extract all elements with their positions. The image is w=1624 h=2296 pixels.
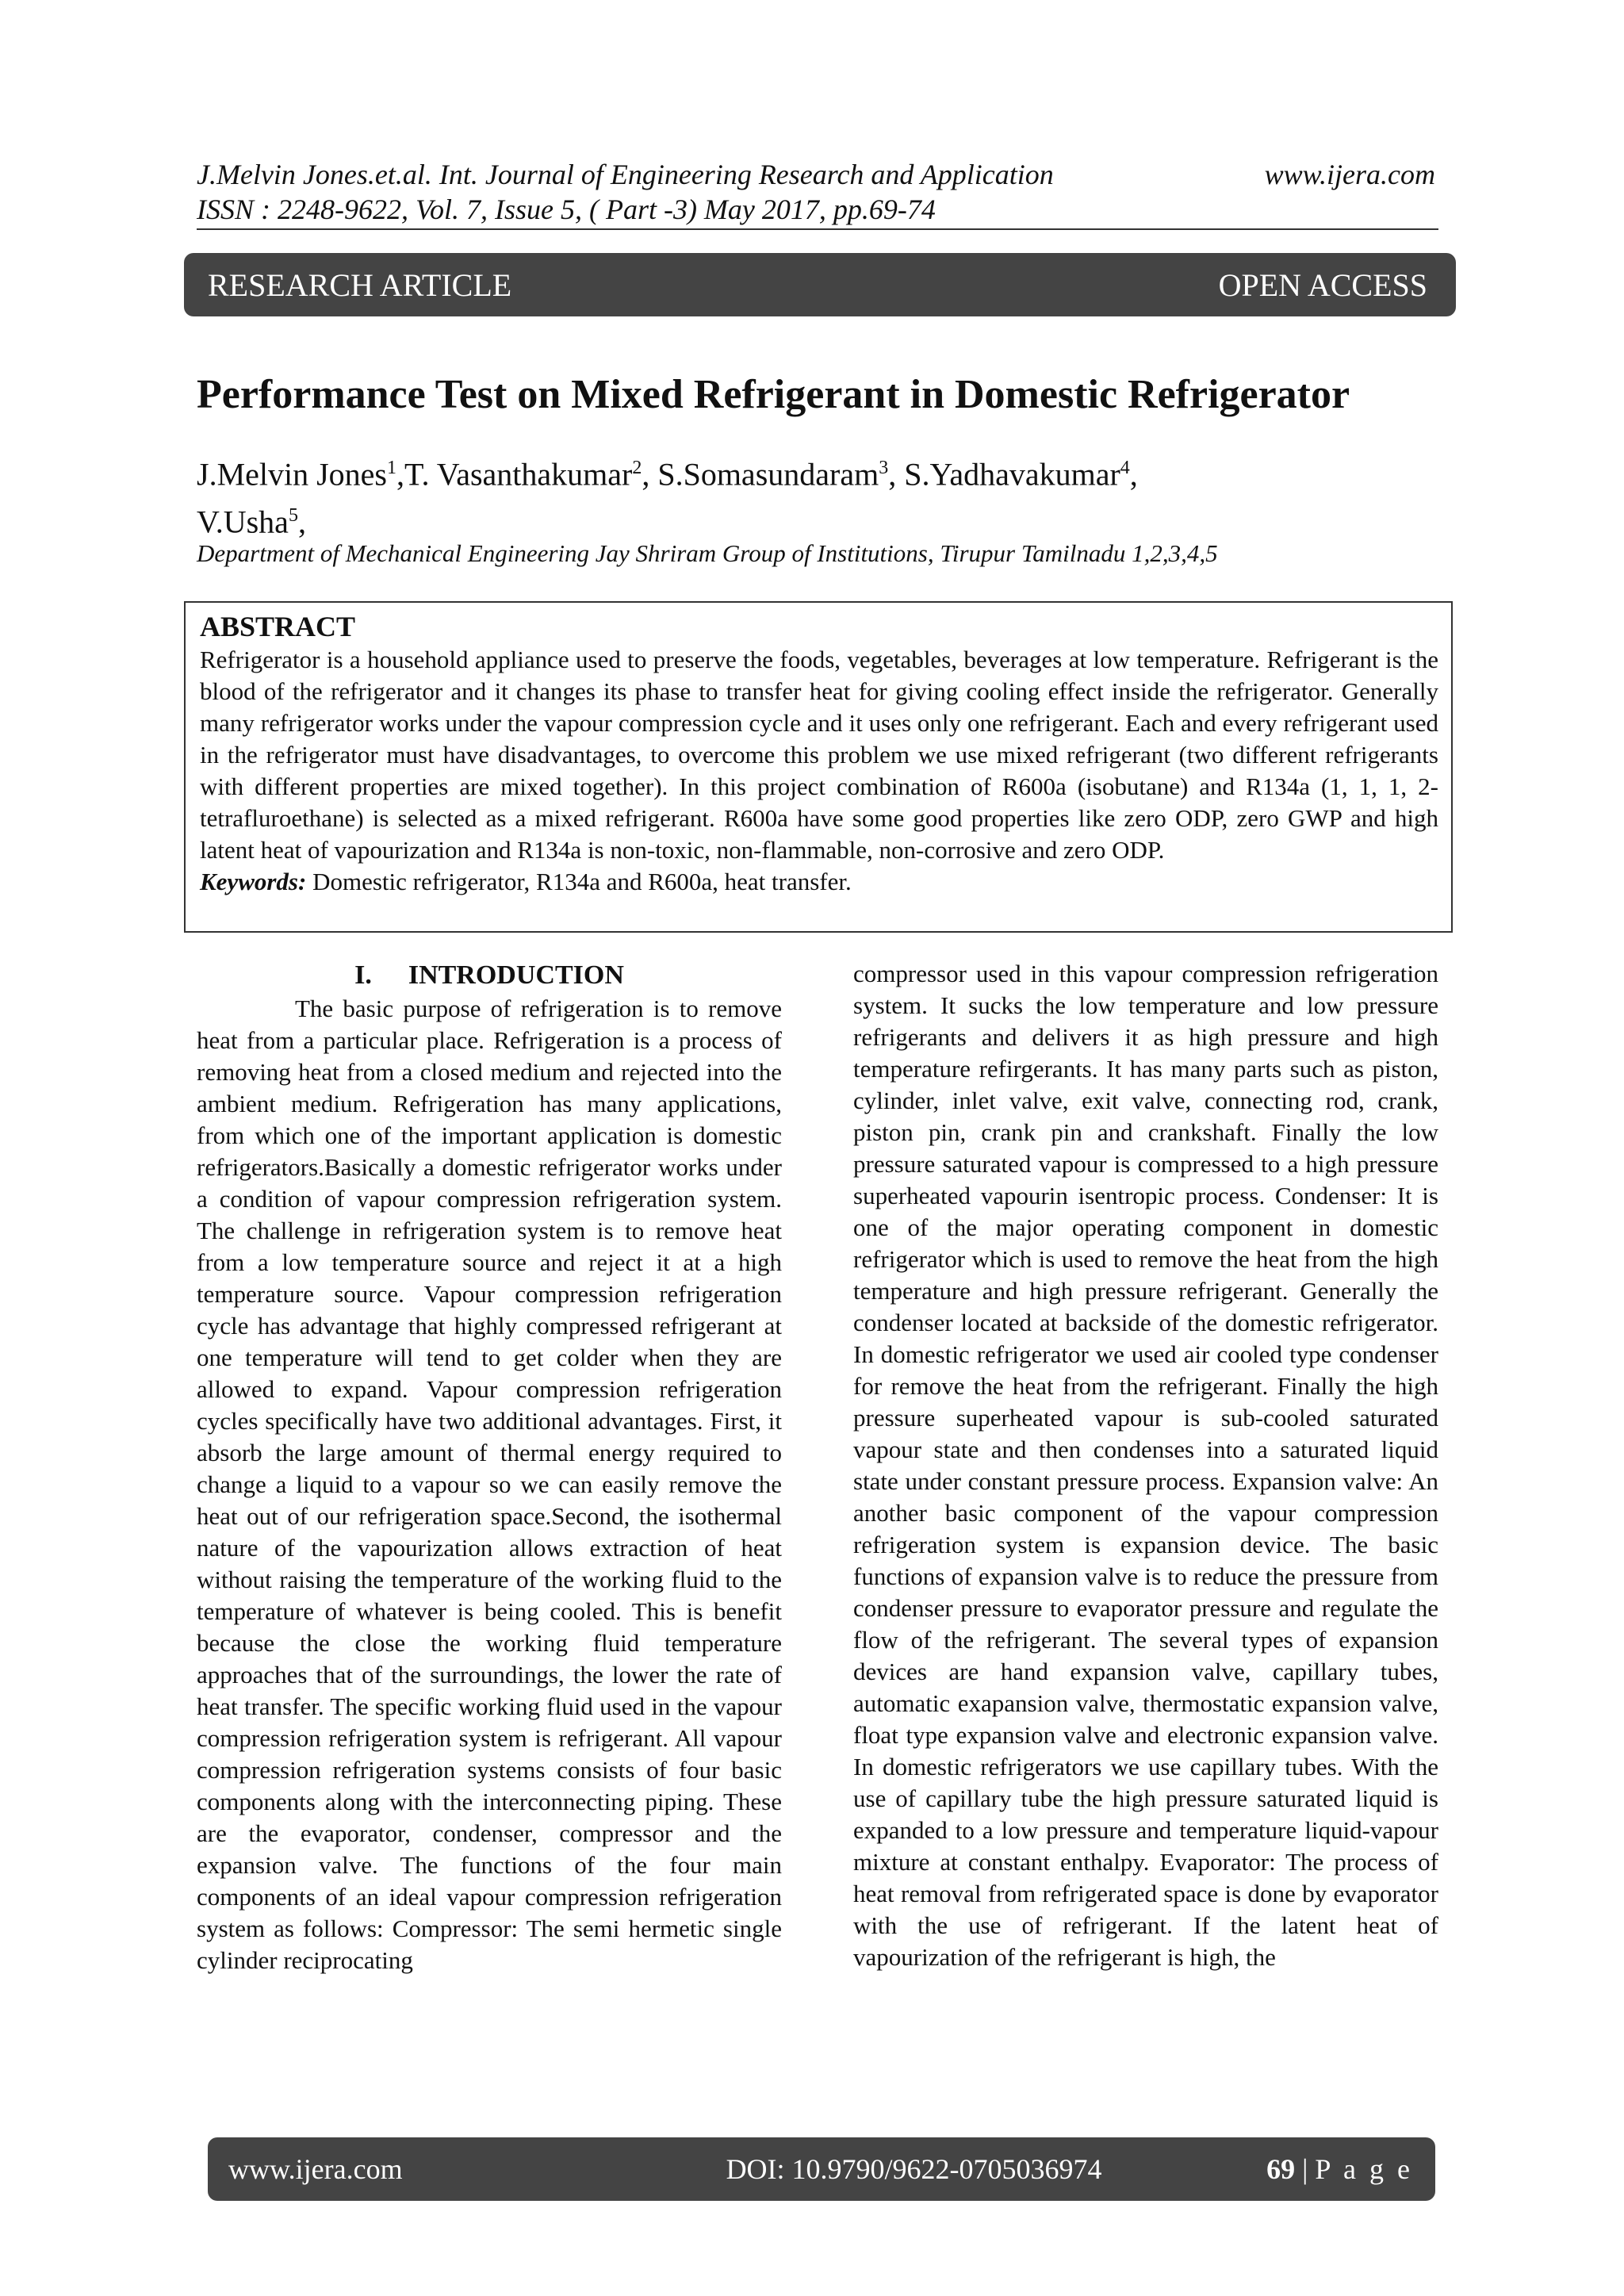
footer-page: [1266, 2152, 1413, 2186]
paper-title: Performance Test on Mixed Refrigerant in Domestic Refrigerator: [197, 372, 1350, 417]
author-name: S.Yadhavakumar: [904, 456, 1120, 493]
keywords-line: [200, 866, 1438, 898]
intro-paragraph-right: compressor used in this vapour compression refrigeration system. It sucks the low temperature and low pressure refrigerants and delivers it as high pressure and high temperature refirgerants. It has many parts such as piston, cylinder, inlet valve, exit valve, connecting rod, crank, piston pin, crank pin and crankshaft. Finally the low pressure saturated vapour is compressed to a high pressure superheated vapourin isentropic process. Condenser: It is one of the major operating component in domestic refrigerator which is used to remove the heat from the high temperature and high pressure refrigerant. Generally the condenser located at backside of the domestic refrigerator. In domestic refrigerator we used air cooled type condenser for remove the heat from the refrigerant. Finally the high pressure superheated vapour is sub-cooled saturated vapour state and then condenses into a saturated liquid state under constant pressure process. Expansion valve: An another basic component of the vapour compression refrigeration system is expansion device. The basic functions of expansion valve is to reduce the pressure from condenser pressure to evaporator pressure and regulate the flow of the refrigerant. The several types of expansion devices are hand expansion valve, capillary tubes, automatic exapansion valve, thermostatic expansion valve, float type expansion valve and electronic expansion valve. In domestic refrigerators we use capillary tubes. With the use of capillary tube the high pressure saturated liquid is expanded to a low pressure and temperature liquid-vapour mixture at constant enthalpy. Evaporator: The process of heat removal from refrigerated space is done by evaporator with the use of refrigerant. If the latent heat of vapourization of the refrigerant is high, the: [853, 960, 1438, 1971]
author-affil-mark: 3: [879, 458, 889, 478]
author-affil-mark: 1: [387, 458, 396, 478]
article-type-label: RESEARCH ARTICLE: [208, 266, 512, 303]
section-number: I.: [354, 960, 372, 990]
keywords-text: Domestic refrigerator, R134a and R600a, heat transfer.: [306, 868, 852, 895]
author-name: V.Usha: [197, 504, 289, 540]
left-column: [197, 958, 782, 1976]
abstract-heading: ABSTRACT: [200, 611, 356, 642]
issn-line: ISSN : 2248-9622, Vol. 7, Issue 5, ( Part -3) May 2017, pp.69-74: [197, 194, 936, 225]
author-separator: ,: [396, 456, 404, 493]
author-name: T. Vasanthakumar: [404, 456, 633, 493]
header-website: www.ijera.com: [1264, 159, 1435, 190]
page-number: 69: [1266, 2153, 1296, 2185]
author-separator: ,: [297, 504, 306, 540]
author-separator: ,: [642, 456, 658, 493]
abstract-box: [184, 601, 1453, 933]
author-affil-mark: 2: [632, 458, 642, 478]
affiliation: Department of Mechanical Engineering Jay Shriram Group of Institutions, Tirupur Tamilnadu 1,2,3,4,5: [197, 539, 1218, 567]
section-title: INTRODUCTION: [408, 960, 624, 990]
author-separator: ,: [888, 456, 905, 493]
author-name: J.Melvin Jones: [197, 456, 387, 493]
page-footer: [208, 2137, 1435, 2201]
journal-line: J.Melvin Jones.et.al. Int. Journal of Engineering Research and Application: [197, 159, 1054, 190]
author-separator: ,: [1129, 456, 1138, 493]
section-heading: [197, 958, 782, 993]
footer-website: www.ijera.com: [228, 2153, 403, 2185]
keywords-label: Keywords:: [200, 868, 307, 895]
author-list: [197, 447, 1465, 543]
article-banner: [184, 253, 1456, 316]
author-affil-mark: 4: [1120, 458, 1130, 478]
page-separator: |: [1295, 2153, 1316, 2185]
open-access-label: OPEN ACCESS: [1218, 266, 1427, 303]
running-header: [197, 157, 1054, 227]
author-affil-mark: 5: [288, 505, 298, 527]
page-word: P a g e: [1315, 2153, 1413, 2185]
intro-paragraph-left: The basic purpose of refrigeration is to remove heat from a particular place. Refrigeration is a process of removing heat from a closed medium and rejected into the ambient medium. Refrigeration has many applications, from which one of the important application is domestic refrigerators.Basically a domestic refrigerator works under a condition of vapour compression refrigeration system. The challenge in refrigeration system is to remove heat from a low temperature source and reject it at a high temperature source. Vapour compression refrigeration cycle has advantage that highly compressed refrigerant at one temperature will tend to get colder when they are allowed to expand. Vapour compression refrigeration cycles specifically have two additional advantages. First, it absorb the large amount of thermal energy required to change a liquid to a vapour so we can easily remove the heat out of our refrigeration space.Second, the isothermal nature of the vapourization allows extraction of heat without raising the temperature of the working fluid to the temperature of whatever is being cooled. This is benefit because the close the working fluid temperature approaches that of the surroundings, the lower the rate of heat transfer. The specific working fluid used in the vapour compression refrigeration system is refrigerant. All vapour compression refrigeration systems consists of four basic components along with the interconnecting piping. These are the evaporator, condenser, compressor and the expansion valve. The functions of the four main components of an ideal vapour compression refrigeration system as follows: Compressor: The semi hermetic single cylinder reciprocating: [197, 995, 782, 1974]
footer-doi: DOI: 10.9790/9622-0705036974: [726, 2153, 1102, 2185]
author-name: S.Somasundaram: [657, 456, 879, 493]
abstract-text: Refrigerator is a household appliance used to preserve the foods, vegetables, beverages at low temperature. Refrigerant is the blood of the refrigerator and it changes its phase to transfer heat for giving cooling effect inside the refrigerator. Generally many refrigerator works under the vapour compression cycle and it uses only one refrigerant. Each and every refrigerant used in the refrigerator must have disadvantages, to overcome this problem we use mixed refrigerant (two different refrigerants with different properties are mixed together). In this project combination of R600a (isobutane) and R134a (1, 1, 1, 2-tetrafluroethane) is selected as a mixed refrigerant. R600a have some good properties like zero ODP, zero GWP and high latent heat of vapourization and R134a is non-toxic, non-flammable, non-corrosive and zero ODP.: [200, 646, 1438, 864]
right-column: [853, 958, 1438, 1973]
header-rule: [197, 228, 1438, 230]
